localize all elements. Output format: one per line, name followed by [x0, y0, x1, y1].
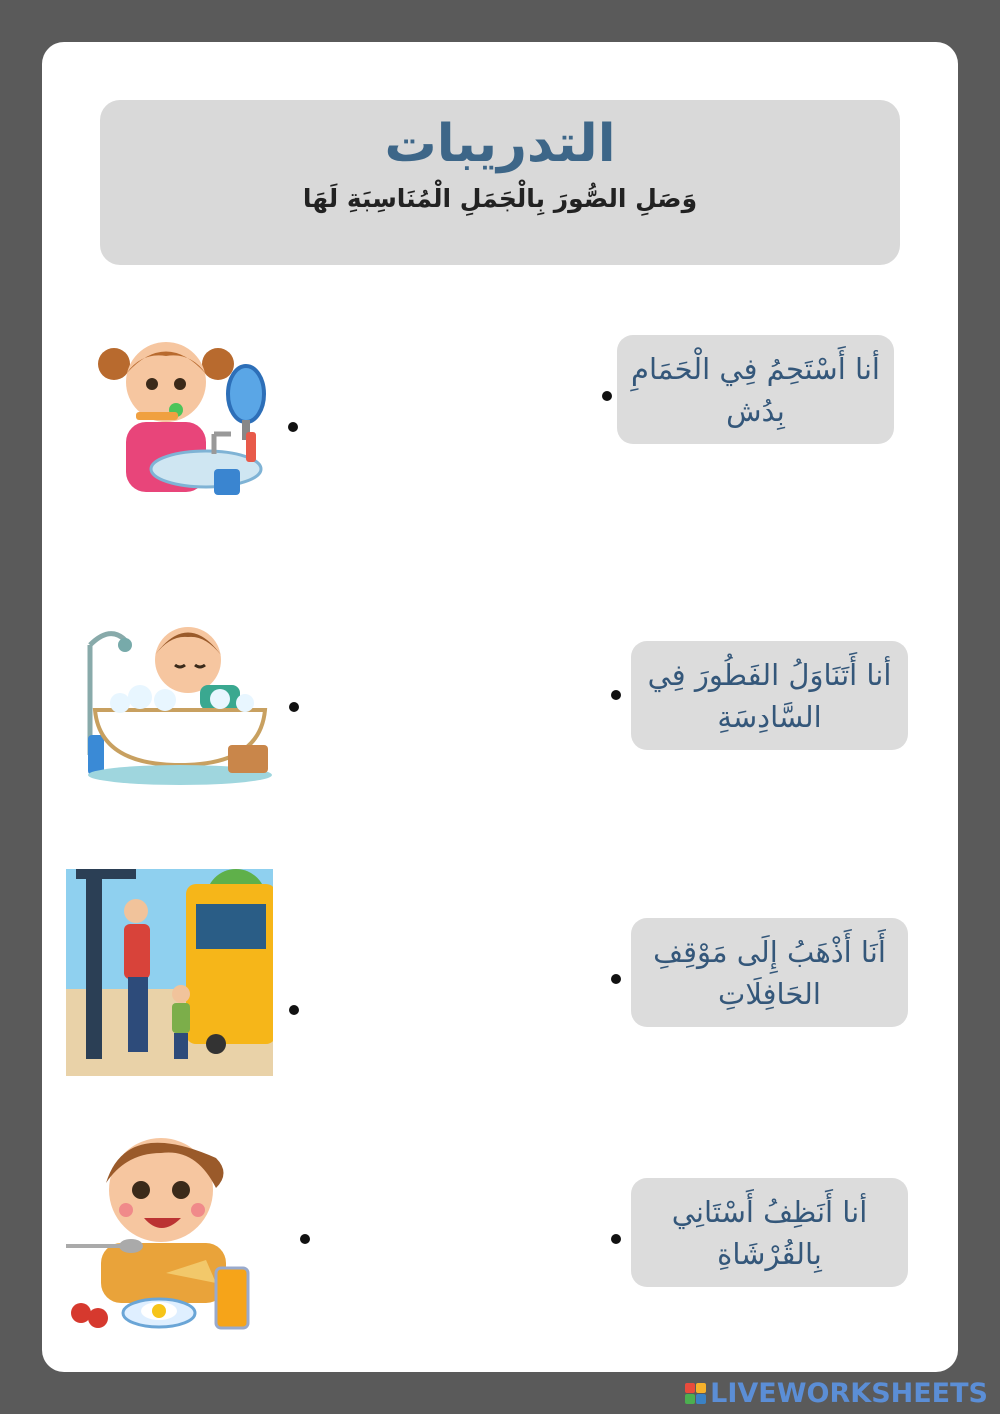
image-3-dot[interactable]	[289, 1005, 299, 1015]
boy-bathing-image	[80, 615, 275, 790]
sentence-4-text: أنا أَنَظِفُ أَسْتَانِي بِالقُرْشَاةِ	[671, 1194, 868, 1271]
image-1-dot[interactable]	[288, 422, 298, 432]
sentence-2-dot[interactable]	[611, 690, 621, 700]
instructions: وَصَلِ الصُّورَ بِالْجَمَلِ الْمُنَاسِبَةِ لَهَا	[302, 184, 698, 213]
liveworksheets-logo	[685, 1378, 988, 1408]
sentence-1-box[interactable]	[617, 335, 894, 444]
sentence-1-text: أنا أَسْتَحِمُ فِي الْحَمَامِ بِدُش	[631, 351, 880, 428]
sentence-4-box[interactable]	[631, 1178, 908, 1287]
girl-brushing-teeth-image	[96, 334, 271, 504]
sentence-3-dot[interactable]	[611, 974, 621, 984]
sentence-2-box[interactable]	[631, 641, 908, 750]
sentence-2-text: أنا أَتَنَاوَلُ الفَطُورَ فِي السَّادِسَةِ	[647, 657, 892, 734]
sentence-3-box[interactable]	[631, 918, 908, 1027]
sentence-4-dot[interactable]	[611, 1234, 621, 1244]
bus-stop-image	[66, 869, 273, 1076]
sentence-3-text: أَنَا أَذْهَبُ إِلَى مَوْقِفِ الحَافِلَاتِ	[653, 934, 886, 1011]
sentence-1-dot[interactable]	[602, 391, 612, 401]
page-title: التدريبات	[384, 114, 616, 174]
image-2-dot[interactable]	[289, 702, 299, 712]
brand-logo-icon	[685, 1383, 706, 1404]
image-4-dot[interactable]	[300, 1234, 310, 1244]
brand-name: LIVEWORKSHEETS	[710, 1377, 988, 1409]
header-panel	[100, 100, 900, 265]
boy-eating-breakfast-image	[66, 1128, 266, 1338]
